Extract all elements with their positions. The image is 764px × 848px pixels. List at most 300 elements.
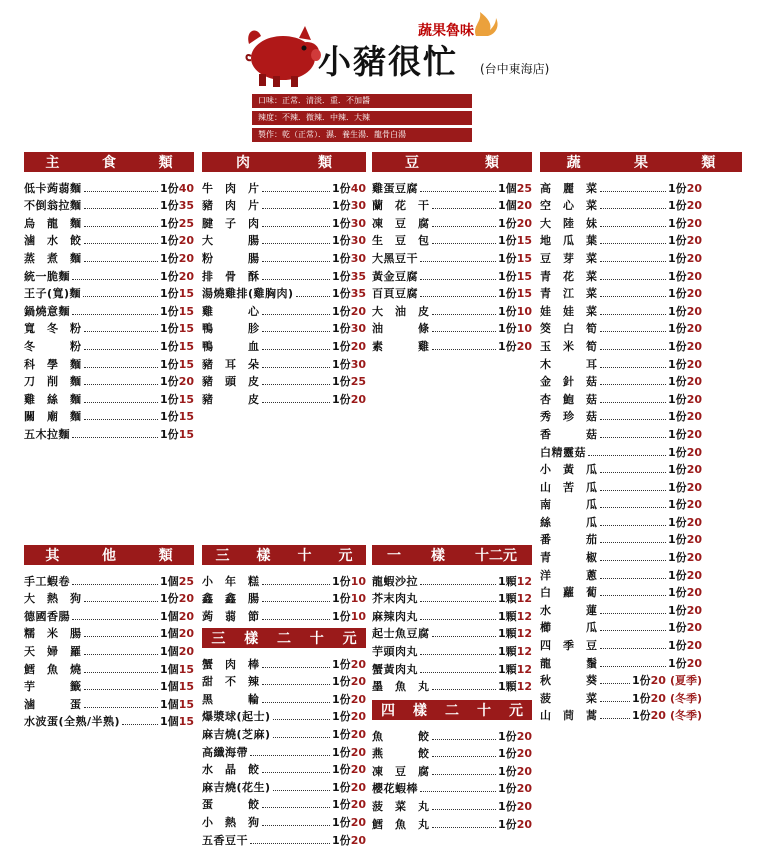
item-unit: 1份 [332, 833, 351, 847]
item-name: 鍋燒意麵 [24, 304, 70, 318]
section-title-char: 類 [485, 155, 499, 171]
section-title-char: 元 [342, 631, 357, 647]
item-unit: 1份 [498, 251, 517, 265]
menu-item [372, 231, 532, 249]
item-price-value: 15 [516, 269, 532, 283]
item-price [498, 338, 532, 354]
item-price-value: 20 [686, 357, 702, 371]
item-name: 鴨 血 [202, 339, 260, 353]
item-unit: 1份 [332, 574, 351, 588]
item-price [160, 608, 194, 624]
item-season-note: (冬季) [669, 691, 702, 705]
item-price [668, 215, 702, 231]
menu-item [372, 266, 532, 284]
leader-dots [262, 772, 331, 773]
item-price [332, 285, 366, 301]
item-name: 芋 籤 [24, 680, 82, 694]
menu-item [540, 336, 702, 354]
item-unit: 1顆 [498, 680, 517, 694]
item-price-value: 10 [350, 592, 366, 606]
item-price [668, 531, 702, 547]
item-price-value: 15 [178, 322, 194, 336]
item-name: 青 江 菜 [540, 287, 598, 301]
menu-item [540, 547, 702, 565]
section-other [24, 545, 194, 729]
item-name: 寬 冬 粉 [24, 322, 82, 336]
item-price [668, 567, 702, 583]
pig-logo-icon [243, 22, 321, 88]
item-unit: 1份 [332, 181, 351, 195]
item-unit: 1份 [498, 782, 517, 796]
leader-dots [600, 208, 667, 209]
menu-item [202, 707, 366, 725]
item-unit: 1份 [160, 251, 179, 265]
item-price-value: 30 [350, 357, 366, 371]
item-price [668, 373, 702, 389]
item-price [668, 285, 702, 301]
item-unit: 1份 [668, 269, 687, 283]
item-price [498, 320, 532, 336]
item-price [668, 655, 702, 671]
item-unit: 1份 [160, 322, 179, 336]
leader-dots [600, 490, 667, 491]
item-name: 菠 菜 [540, 691, 598, 705]
menu-item [202, 812, 366, 830]
item-name: 油 條 [372, 322, 430, 336]
item-price [332, 691, 366, 707]
item-unit: 1份 [668, 357, 687, 371]
menu-item [540, 706, 702, 724]
item-price [498, 180, 532, 196]
item-unit: 1份 [160, 234, 179, 248]
item-name: 豬 頭 皮 [202, 375, 260, 389]
item-name: 雞蛋豆腐 [372, 181, 418, 195]
item-name: 青 椒 [540, 551, 598, 565]
leader-dots [273, 719, 330, 720]
item-name: 排 骨 酥 [202, 269, 260, 283]
menu-item [372, 213, 532, 231]
menu-item [372, 726, 532, 744]
leader-dots [420, 261, 496, 262]
menu-item [24, 301, 194, 319]
section-title-char: 類 [158, 155, 173, 171]
item-name: 刀 削 麵 [24, 375, 82, 389]
item-price-value: 20 [516, 199, 532, 213]
item-price-value: 20 [178, 627, 194, 641]
item-price-value: 20 [686, 463, 702, 477]
item-unit: 1份 [668, 375, 687, 389]
leader-dots [262, 667, 331, 668]
item-unit: 1份 [332, 798, 351, 812]
item-price [160, 678, 194, 694]
item-unit: 1份 [668, 551, 687, 565]
item-season-note: (夏季) [669, 674, 702, 688]
leader-dots [600, 243, 667, 244]
leader-dots [600, 226, 667, 227]
menu-item [202, 284, 366, 302]
item-price-value: 20 [350, 657, 366, 671]
item-price [668, 197, 702, 213]
item-price [332, 356, 366, 372]
menu-item [540, 407, 702, 425]
item-unit: 1份 [160, 287, 179, 301]
leader-dots [600, 367, 667, 368]
section-title-char: 果 [633, 155, 648, 171]
item-price-value: 12 [516, 662, 532, 676]
item-price [668, 320, 702, 336]
item-price [668, 232, 702, 248]
tagline: 蔬果魯味 [418, 23, 474, 39]
item-price [160, 408, 194, 424]
item-price-value: 20 [686, 621, 702, 635]
item-unit: 1份 [498, 799, 517, 813]
item-name: 德國香腸 [24, 609, 70, 623]
item-price [332, 673, 366, 689]
item-price [498, 268, 532, 284]
menu-item [202, 389, 366, 407]
menu-item [540, 618, 702, 636]
item-name: 水 蓮 [540, 603, 598, 617]
item-price [332, 338, 366, 354]
item-price [632, 707, 666, 723]
menu-item [202, 672, 366, 690]
item-name: 番 茄 [540, 533, 598, 547]
item-name: 豬 耳 朵 [202, 357, 260, 371]
item-name: 生 豆 包 [372, 234, 430, 248]
item-price [668, 391, 702, 407]
item-name: 櫻花蝦棒 [372, 782, 418, 796]
item-name: 五香豆干 [202, 833, 248, 847]
section-title-char: 元 [338, 548, 353, 564]
item-price-value: 20 [350, 304, 366, 318]
item-name: 鱈 魚 燒 [24, 662, 82, 676]
menu-item [24, 178, 194, 196]
item-price-value: 20 [516, 747, 532, 761]
item-unit: 1份 [332, 692, 351, 706]
section-ten [202, 545, 366, 624]
item-price [668, 180, 702, 196]
item-price [498, 590, 532, 606]
item-price [332, 744, 366, 760]
item-name: 香 菇 [540, 427, 598, 441]
leader-dots [262, 226, 331, 227]
item-price [668, 637, 702, 653]
menu-item [24, 213, 194, 231]
section-title-char: 樣 [413, 703, 427, 719]
item-name: 水 晶 餃 [202, 763, 260, 777]
item-unit: 1顆 [498, 627, 517, 641]
item-name: 黃金豆腐 [372, 269, 418, 283]
item-price-value: 20 [686, 199, 702, 213]
item-unit: 1份 [668, 199, 687, 213]
leader-dots [262, 367, 331, 368]
item-price-value: 20 [686, 498, 702, 512]
item-unit: 1份 [668, 322, 687, 336]
section-title-char: 十 [297, 548, 312, 564]
menu-item [372, 796, 532, 814]
leader-dots [262, 807, 331, 808]
leader-dots [420, 619, 496, 620]
item-name: 木 耳 [540, 357, 598, 371]
item-name: 小 年 糕 [202, 574, 260, 588]
leader-dots [84, 707, 159, 708]
item-unit: 1份 [668, 427, 687, 441]
item-price-value: 20 [350, 692, 366, 706]
menu-item [202, 795, 366, 813]
menu-item [372, 248, 532, 266]
item-price [332, 656, 366, 672]
item-price-value: 20 [686, 427, 702, 441]
leader-dots [84, 331, 159, 332]
menu-item [540, 231, 702, 249]
leader-dots [262, 684, 331, 685]
section-title-char: 二 [445, 703, 459, 719]
menu-item [372, 336, 532, 354]
item-name: 烏 龍 麵 [24, 216, 82, 230]
leader-dots [420, 191, 496, 192]
leader-dots [600, 630, 667, 631]
section-title-char: 一 [387, 548, 401, 564]
item-name: 菠 菜 丸 [372, 799, 430, 813]
menu-item [540, 196, 702, 214]
item-unit: 1份 [332, 609, 351, 623]
menu-item [24, 372, 194, 390]
leader-dots [420, 791, 496, 792]
leader-dots [84, 243, 159, 244]
item-price-value: 12 [516, 680, 532, 694]
item-unit: 1份 [332, 304, 351, 318]
leader-dots [420, 584, 496, 585]
item-price [160, 391, 194, 407]
leader-dots [600, 296, 667, 297]
section-veg [540, 152, 742, 723]
item-price [668, 356, 702, 372]
menu-item [540, 460, 702, 478]
item-name: 小 黃 瓜 [540, 463, 598, 477]
leader-dots [84, 367, 159, 368]
item-unit: 1份 [668, 515, 687, 529]
leader-dots [83, 296, 158, 297]
item-price-value: 20 [516, 729, 532, 743]
item-unit: 1份 [332, 216, 351, 230]
item-unit: 1份 [332, 287, 351, 301]
item-price [332, 779, 366, 795]
item-price-value: 20 [686, 322, 702, 336]
item-price [668, 408, 702, 424]
item-price [160, 625, 194, 641]
item-unit: 1個 [160, 644, 179, 658]
leader-dots [262, 208, 331, 209]
leader-dots [84, 191, 159, 192]
item-unit: 1份 [160, 357, 179, 371]
item-price [498, 798, 532, 814]
menu-item [372, 814, 532, 832]
leader-dots [432, 827, 497, 828]
item-price-value: 12 [516, 644, 532, 658]
item-price [668, 619, 702, 635]
item-price [498, 780, 532, 796]
item-name: 不倒翁拉麵 [24, 199, 82, 213]
item-price [498, 573, 532, 589]
item-unit: 1份 [332, 322, 351, 336]
menu-item [24, 266, 194, 284]
leader-dots [432, 349, 497, 350]
item-price [668, 584, 702, 600]
item-name: 洋 蔥 [540, 568, 598, 582]
item-price [632, 690, 666, 706]
menu-item [202, 571, 366, 589]
item-price-value: 20 [516, 764, 532, 778]
item-name: 麻吉燒(花生) [202, 780, 271, 794]
item-price [332, 590, 366, 606]
item-price [160, 338, 194, 354]
item-price [332, 726, 366, 742]
item-unit: 1份 [631, 674, 651, 688]
item-name: 甜 不 辣 [202, 675, 260, 689]
item-unit: 1份 [332, 339, 351, 353]
section-bean [372, 152, 532, 354]
item-price-value: 20 [686, 339, 702, 353]
item-price-value: 30 [350, 199, 366, 213]
item-name: 湯燒雞排(雞胸肉) [202, 287, 294, 301]
leader-dots [432, 739, 497, 740]
item-name: 腱 子 肉 [202, 216, 260, 230]
item-name: 櫛 瓜 [540, 621, 598, 635]
section-meat [202, 152, 366, 407]
list-twelve [372, 571, 532, 694]
leader-dots [600, 437, 667, 438]
item-price-value: 12 [516, 627, 532, 641]
leader-dots [432, 774, 497, 775]
menu-item [202, 231, 366, 249]
item-price-value: 20 [350, 763, 366, 777]
menu-item [372, 677, 532, 695]
item-name: 豆 芽 菜 [540, 251, 598, 265]
item-price-value: 30 [350, 234, 366, 248]
flame-icon [470, 8, 500, 42]
item-name: 空 心 菜 [540, 199, 598, 213]
item-price-value: 20 [686, 515, 702, 529]
leader-dots [84, 349, 159, 350]
item-name: 杏 鮑 菇 [540, 392, 598, 406]
menu-item [202, 354, 366, 372]
item-name: 起士魚豆腐 [372, 627, 430, 641]
option-flavor: 口味：正常．清淡．重．不加醬 [252, 94, 472, 108]
menu-item [540, 512, 702, 530]
leader-dots [600, 507, 667, 508]
menu-item [540, 495, 702, 513]
menu-item [372, 624, 532, 642]
leader-dots [84, 636, 159, 637]
leader-dots [432, 331, 497, 332]
menu-item [24, 606, 194, 624]
item-price-value: 20 [686, 551, 702, 565]
item-price [668, 444, 702, 460]
item-unit: 1個 [160, 697, 179, 711]
item-name: 絲 瓜 [540, 515, 598, 529]
section-header-twenty4 [372, 700, 532, 720]
item-price-value: 10 [350, 609, 366, 623]
item-price [332, 832, 366, 848]
item-unit: 1份 [668, 533, 687, 547]
item-name: 粉 腸 [202, 251, 260, 265]
item-price [498, 643, 532, 659]
section-title-char: 食 [101, 155, 116, 171]
item-price-value: 20 [686, 410, 702, 424]
item-price-value: 20 [686, 234, 702, 248]
item-price [160, 643, 194, 659]
item-name: 青 花 菜 [540, 269, 598, 283]
menu-item [540, 671, 702, 689]
item-price-value: 15 [178, 662, 194, 676]
item-name: 糯 米 腸 [24, 627, 82, 641]
item-price-value: 20 [686, 251, 702, 265]
item-name: 蒟 蒻 節 [202, 609, 260, 623]
leader-dots [420, 601, 496, 602]
item-price-value: 15 [178, 427, 194, 441]
item-unit: 1份 [498, 269, 517, 283]
item-unit: 1份 [332, 815, 351, 829]
section-header-twenty3 [202, 628, 366, 648]
item-name: 芋頭肉丸 [372, 644, 418, 658]
item-unit: 1份 [668, 463, 687, 477]
item-price [668, 514, 702, 530]
item-price-value: 40 [350, 181, 366, 195]
item-price-value: 20 [350, 339, 366, 353]
item-unit: 1份 [668, 410, 687, 424]
item-price-value: 15 [178, 287, 194, 301]
menu-item [24, 641, 194, 659]
item-price-value: 20 [686, 603, 702, 617]
leader-dots [600, 542, 667, 543]
item-price [332, 814, 366, 830]
section-title-char: 三 [211, 631, 226, 647]
item-price-value: 20 [686, 480, 702, 494]
leader-dots [84, 261, 159, 262]
section-staple [24, 152, 194, 442]
leader-dots [250, 843, 330, 844]
list-meat [202, 178, 366, 407]
item-unit: 1份 [160, 375, 179, 389]
item-price-value: 25 [516, 181, 532, 195]
leader-dots [420, 296, 496, 297]
leader-dots [84, 672, 159, 673]
item-price [498, 728, 532, 744]
item-price-value: 20 [178, 251, 194, 265]
item-unit: 1份 [332, 269, 351, 283]
item-name: 水波蛋(全熟/半熟) [24, 715, 121, 729]
leader-dots [600, 384, 667, 385]
leader-dots [600, 683, 630, 684]
item-price [160, 713, 194, 729]
section-twenty4 [372, 700, 532, 832]
item-unit: 1份 [668, 216, 687, 230]
section-header-meat [202, 152, 366, 172]
item-name: 燕 餃 [372, 747, 430, 761]
item-name: 四 季 豆 [540, 639, 598, 653]
item-unit: 1份 [160, 181, 179, 195]
item-unit: 1份 [668, 339, 687, 353]
item-unit: 1份 [631, 691, 651, 705]
list-twenty4 [372, 726, 532, 832]
item-name: 豬 肉 片 [202, 199, 260, 213]
item-price-value: 20 [686, 181, 702, 195]
menu-item [202, 689, 366, 707]
list-staple [24, 178, 194, 442]
leader-dots [84, 419, 159, 420]
item-unit: 1份 [332, 675, 351, 689]
item-price [332, 320, 366, 336]
